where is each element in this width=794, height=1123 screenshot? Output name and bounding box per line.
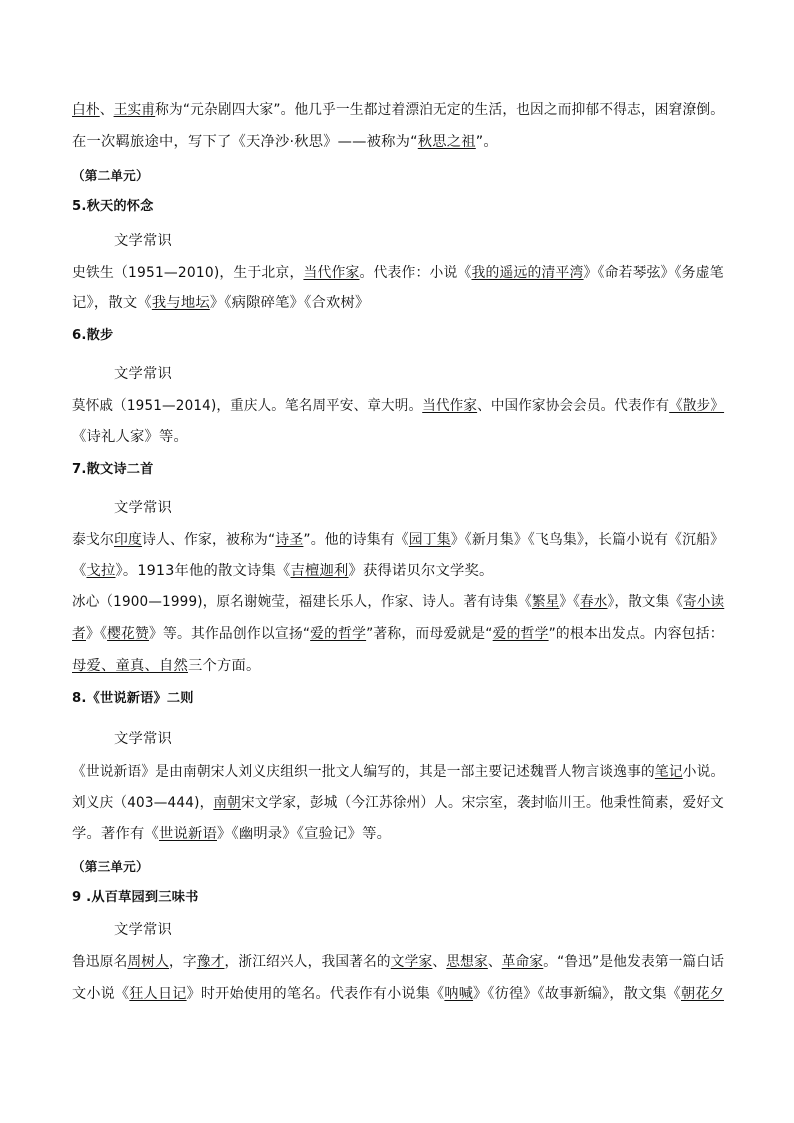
subheading [114, 498, 172, 518]
text-span: ”著称，而母爱就是“ [366, 626, 493, 642]
text-span: 鲁迅原名 [72, 954, 128, 970]
underlined-term: 狂人日记 [129, 986, 187, 1002]
text-span: 》《 [85, 626, 108, 642]
text-line [72, 592, 724, 612]
underlined-term: 樱花赞 [107, 626, 150, 642]
text-span: 。代表作：小说《 [359, 265, 472, 281]
underlined-term: 朝花夕 [680, 986, 724, 1002]
text-span: 泰戈尔 [72, 532, 115, 548]
underlined-term: 世说新语 [158, 826, 217, 842]
underlined-term: 吉檀迦利 [290, 563, 349, 579]
text-span: 》《新月集》《飞鸟集》，长篇小说有《沉船》 [450, 532, 725, 548]
text-span: 称为“元杂剧四大家”。他几乎一生都过着漂泊无定的生活，也因之而抑郁不得志，困窘潦倒。 [155, 102, 725, 118]
text-span: 记》，散文《 [72, 295, 152, 311]
text-span: 8.《世说新语》二则 [72, 691, 194, 706]
text-span: 宋文学家，彭城（今江苏徐州）人。宋宗室，袭封临川王。他秉性简素，爱好文 [240, 795, 724, 811]
underlined-term: 周树人 [127, 954, 170, 970]
text-span: 史铁生（1951—2010)，生于北京， [72, 265, 304, 281]
subheading [114, 920, 172, 940]
text-span: ”的根本出发点。内容包括： [548, 626, 724, 642]
text-span: 》获得诺贝尔文学奖。 [348, 563, 494, 579]
underlined-term: 当代作家 [303, 265, 360, 281]
text-span: 》《幽明录》《宣验记》等。 [216, 826, 392, 842]
underlined-term: 《散步》 [669, 398, 725, 414]
text-span: 莫怀戚（1951—2014)，重庆人。笔名周平安、章大明。 [72, 398, 423, 414]
text-span: 7.散文诗二首 [72, 462, 154, 477]
text-span: 文学常识 [114, 922, 172, 938]
text-line [72, 427, 188, 447]
section-heading [72, 888, 198, 908]
text-line [72, 132, 498, 152]
underlined-term: 白朴 [72, 102, 100, 118]
text-span: ”。他的诗集有《 [303, 532, 409, 548]
text-line [72, 984, 724, 1004]
unit-heading [72, 166, 149, 186]
text-span: 三个方面。 [187, 658, 261, 674]
text-span: 、 [432, 954, 447, 970]
subheading [114, 729, 172, 749]
text-span: 5.秋天的怀念 [72, 199, 154, 214]
text-span: 冰心（1900—1999)，原名谢婉莹，福建长乐人，作家、诗人。著有诗集《 [72, 594, 532, 610]
text-line [72, 952, 724, 972]
text-line [72, 100, 724, 120]
text-span: 》《 [559, 594, 581, 610]
underlined-term: 豫才 [196, 954, 225, 970]
text-span: 文学常识 [114, 500, 172, 516]
text-line [72, 624, 724, 644]
text-span: 文学常识 [114, 731, 172, 747]
text-line [72, 824, 391, 844]
underlined-term: 笔记 [654, 764, 683, 780]
text-span: 》。1913年他的散文诗集《 [115, 563, 291, 579]
text-span: 。“鲁迅”是他发表第一篇白话 [543, 954, 725, 970]
section-heading [72, 197, 154, 217]
text-span: 学。著作有《 [72, 826, 159, 842]
text-span: 刘义庆（403—444)， [72, 795, 214, 811]
text-span: 》《病隙碎笔》《合欢树》 [209, 295, 370, 311]
underlined-term: 爱的哲学 [492, 626, 549, 642]
unit-heading [72, 857, 149, 877]
text-span: 诗人、作家，被称为“ [142, 532, 276, 548]
text-span: 9 .从百草园到三味书 [72, 890, 199, 905]
underlined-term: 当代作家 [422, 398, 478, 414]
section-heading [72, 689, 194, 709]
underlined-term: 园丁集 [408, 532, 451, 548]
text-line [72, 530, 724, 550]
text-span: 》等。其作品创作以宣扬“ [149, 626, 311, 642]
text-line [72, 293, 370, 313]
text-span: （第三单元） [72, 859, 149, 874]
underlined-term: 戈拉 [86, 563, 116, 579]
underlined-term: 寄小读 [683, 594, 725, 610]
text-line [72, 396, 724, 416]
underlined-term: 南朝 [213, 795, 241, 811]
text-span: 6.散步 [72, 328, 114, 343]
underlined-term: 秋思之祖 [417, 134, 476, 150]
underlined-term: 呐喊 [444, 986, 474, 1002]
underlined-term: 我的遥远的清平湾 [471, 265, 584, 281]
text-span: 小说。 [682, 764, 725, 780]
underlined-term: 印度 [114, 532, 143, 548]
text-span: 、 [99, 102, 114, 118]
underlined-term: 母爱、童真、自然 [72, 658, 188, 674]
text-span: 》，散文集《 [607, 594, 684, 610]
section-heading [72, 326, 113, 346]
underlined-term: 我与地坛 [151, 295, 210, 311]
subheading [114, 364, 172, 384]
text-line [72, 762, 724, 782]
text-span: 、 [487, 954, 502, 970]
text-line [72, 561, 493, 581]
text-span: 《世说新语》是由南朝宋人刘义庆组织一批文人编写的，其是一部主要记述魏晋人物言谈逸事的 [72, 764, 655, 780]
text-line [72, 263, 724, 283]
text-span: 文学常识 [114, 233, 172, 249]
underlined-term: 爱的哲学 [310, 626, 367, 642]
text-line [72, 656, 260, 676]
text-span: （第二单元） [72, 168, 149, 183]
subheading [114, 231, 172, 251]
underlined-term: 文学家 [390, 954, 433, 970]
underlined-term: 王实甫 [113, 102, 156, 118]
text-span: 、中国作家协会会员。代表作有 [477, 398, 670, 414]
underlined-term: 春水 [580, 594, 608, 610]
text-span: ，浙江绍兴人，我国著名的 [224, 954, 391, 970]
underlined-term: 诗圣 [275, 532, 304, 548]
section-heading [72, 460, 154, 480]
text-line [72, 793, 724, 813]
text-span: 《 [72, 563, 87, 579]
text-span: 》《彷徨》《故事新编》，散文集《 [473, 986, 681, 1002]
underlined-term: 思想家 [446, 954, 488, 970]
underlined-term: 者 [72, 626, 86, 642]
text-span: 文小说《 [72, 986, 130, 1002]
text-span: 》《命若琴弦》《务虚笔 [583, 265, 724, 281]
underlined-term: 革命家 [501, 954, 544, 970]
text-span: 》时开始使用的笔名。代表作有小说集《 [186, 986, 445, 1002]
text-span: 文学常识 [114, 366, 172, 382]
text-span: 在一次羁旅途中，写下了《天净沙·秋思》——被称为“ [72, 134, 418, 150]
text-span: 《诗礼人家》等。 [72, 429, 188, 445]
underlined-term: 繁星 [531, 594, 560, 610]
text-span: ”。 [475, 134, 498, 150]
text-span: ，字 [169, 954, 197, 970]
